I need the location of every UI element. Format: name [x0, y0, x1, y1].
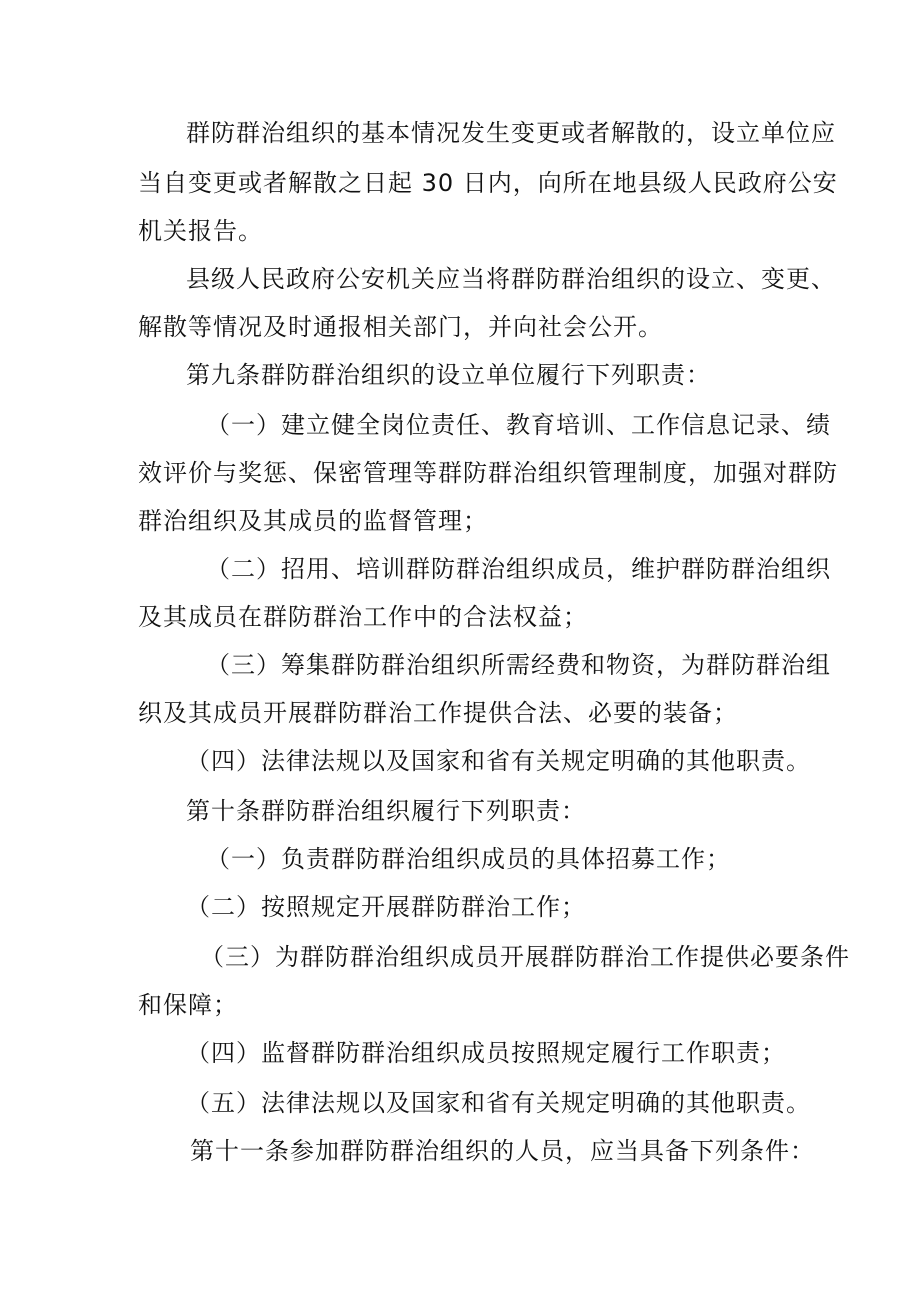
list-item: （三）为群防群治组织成员开展群防群治工作提供必要条件: [200, 943, 850, 971]
text-line: 群防群治组织的基本情况发生变更或者解散的，设立单位应: [186, 119, 836, 147]
article-heading: 第九条群防群治组织的设立单位履行下列职责：: [186, 361, 711, 389]
text-line: 解散等情况及时通报相关部门，并向社会公开。: [138, 313, 663, 341]
article-heading: 第十一条参加群防群治组织的人员，应当具备下列条件：: [190, 1137, 815, 1165]
list-item: （五）法律法规以及国家和省有关规定明确的其他职责。: [186, 1089, 811, 1117]
list-item: （二）招用、培训群防群治组织成员，维护群防群治组织: [206, 555, 831, 583]
list-item: （三）筹集群防群治组织所需经费和物资，为群防群治组: [206, 651, 831, 679]
text-line: 及其成员在群防群治工作中的合法权益；: [138, 603, 588, 631]
text-line: 机关报告。: [138, 217, 263, 245]
text-line: 效评价与奖惩、保密管理等群防群治组织管理制度，加强对群防: [138, 459, 838, 487]
list-item: （一）负责群防群治组织成员的具体招募工作；: [206, 845, 731, 873]
text-line: 当自变更或者解散之日起 30 日内，向所在地县级人民政府公安: [138, 169, 838, 197]
list-item: （一）建立健全岗位责任、教育培训、工作信息记录、绩: [206, 411, 831, 439]
text-line: 和保障；: [138, 991, 238, 1019]
list-item: （四）法律法规以及国家和省有关规定明确的其他职责。: [186, 747, 811, 775]
text-line: 织及其成员开展群防群治工作提供合法、必要的装备；: [138, 699, 738, 727]
list-item: （二）按照规定开展群防群治工作；: [186, 893, 586, 921]
article-heading: 第十条群防群治组织履行下列职责：: [186, 797, 586, 825]
list-item: （四）监督群防群治组织成员按照规定履行工作职责；: [186, 1039, 786, 1067]
text-line: 群治组织及其成员的监督管理；: [138, 507, 488, 535]
text-line: 县级人民政府公安机关应当将群防群治组织的设立、变更、: [186, 265, 836, 293]
